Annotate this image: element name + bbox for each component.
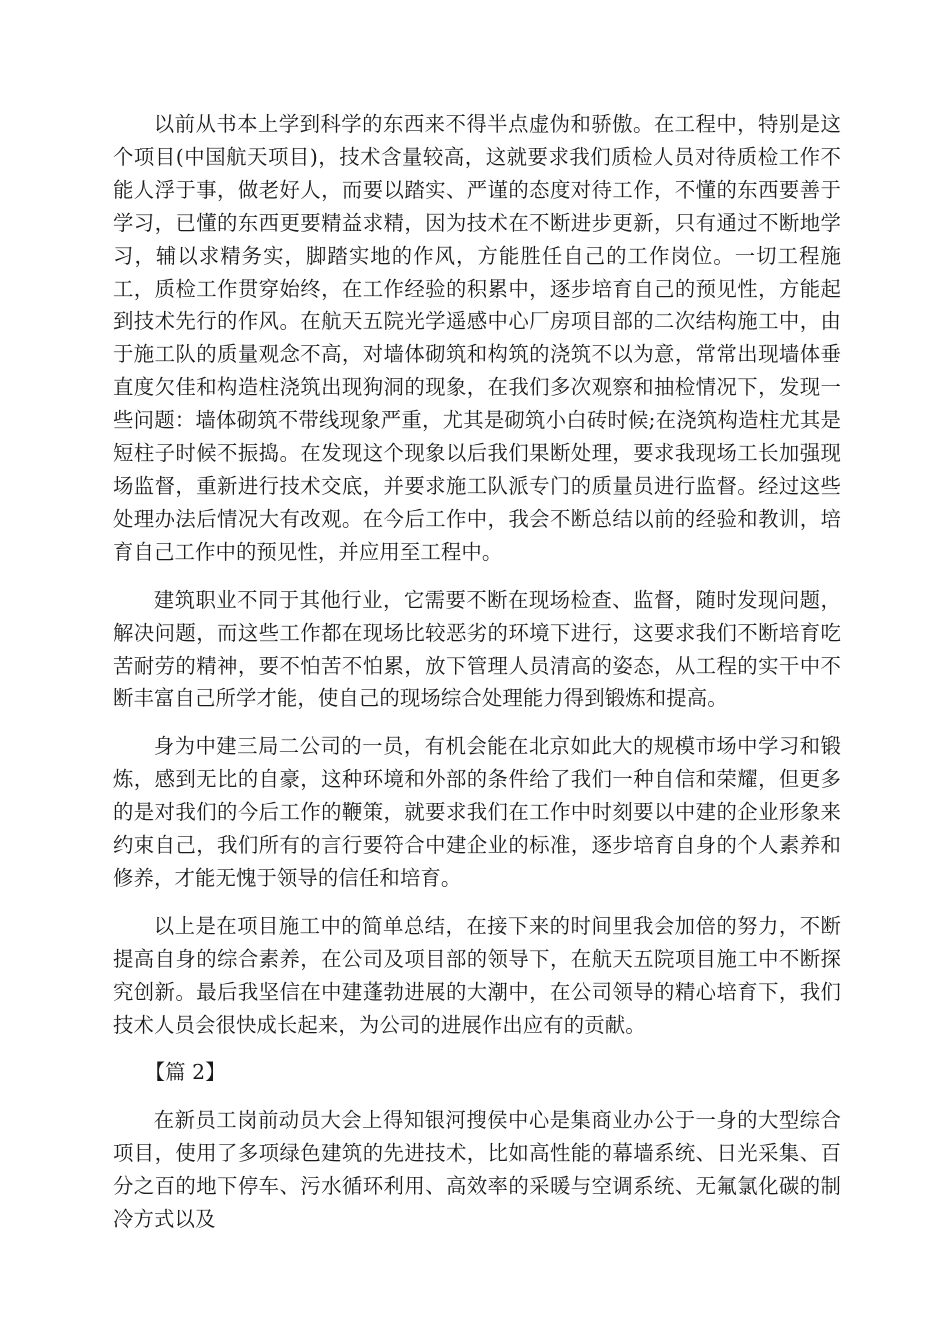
document-body — [113, 108, 841, 1251]
paragraph-summary: 以上是在项目施工中的简单总结，在接下来的时间里我会加倍的努力，不断提高自身的综合素养，在公司及项目部的领导下，在航天五院项目施工中不断探究创新。最后我坚信在中建蓬勃进展的大潮中，在公司领导的精心培育下，我们技术人员会很快成长起来，为公司的进展作出应有的贡献。 — [113, 913, 841, 1037]
paragraph-construction-career: 建筑职业不同于其他行业，它需要不断在现场检查、监督，随时发现问题，解决问题，而这些工作都在现场比较恶劣的环境下进行，这要求我们不断培育吃苦耐劳的精神，要不怕苦不怕累，放下管理人员清高的姿态，从工程的实干中不断丰富自己所学才能，使自己的现场综合处理能力得到锻炼和提高。 — [113, 587, 841, 711]
paragraph-new-employee: 在新员工岗前动员大会上得知银河搜侯中心是集商业办公于一身的大型综合项目，使用了多项绿色建筑的先进技术，比如高性能的幕墙系统、日光采集、百分之百的地下停车、污水循环利用、高效率的采暖与空调系统、无氟氯化碳的制冷方式以及 — [113, 1108, 841, 1232]
paragraph-company-member: 身为中建三局二公司的一员，有机会能在北京如此大的规模市场中学习和锻炼，感到无比的自豪，这种环境和外部的条件给了我们一种自信和荣耀，但更多的是对我们的今后工作的鞭策，就要求我们在工作中时刻要以中建的企业形象来约束自己，我们所有的言行要符合中建企业的标准，逐步培育自身的个人素养和修养，才能无愧于领导的信任和培育。 — [113, 734, 841, 890]
section-heading: 【篇 2】 — [144, 1060, 226, 1085]
paragraph-quality-inspection: 以前从书本上学到科学的东西来不得半点虚伪和骄傲。在工程中，特别是这个项目(中国航天项目)，技术含量较高，这就要求我们质检人员对待质检工作不能人浮于事，做老好人，而要以踏实、严谨的态度对待工作，不懂的东西要善于学习，已懂的东西更要精益求精，因为技术在不断进步更新，只有通过不断地学习，辅以求精务实，脚踏实地的作风，方能胜任自己的工作岗位。一切工程施工，质检工作贯穿始终，在工作经验的积累中，逐步培育自己的预见性，方能起到技术先行的作风。在航天五院光学遥感中心厂房项目部的二次结构施工中，由于施工队的质量观念不高，对墙体砌筑和构筑的浇筑不以为意，常常出现墙体垂直度欠佳和构造柱浇筑出现狗洞的现象，在我们多次观察和抽检情况下，发现一些问题：墙体砌筑不带线现象严重，尤其是砌筑小白砖时候;在浇筑构造柱尤其是短柱子时候不振捣。在发现这个现象以后我们果断处理，要求我现场工长加强现场监督，重新进行技术交底，并要求施工队派专门的质量员进行监督。经过这些处理办法后情况大有改观。在今后工作中，我会不断总结以前的经验和教训，培育自己工作中的预见性，并应用至工程中。 — [113, 112, 841, 564]
